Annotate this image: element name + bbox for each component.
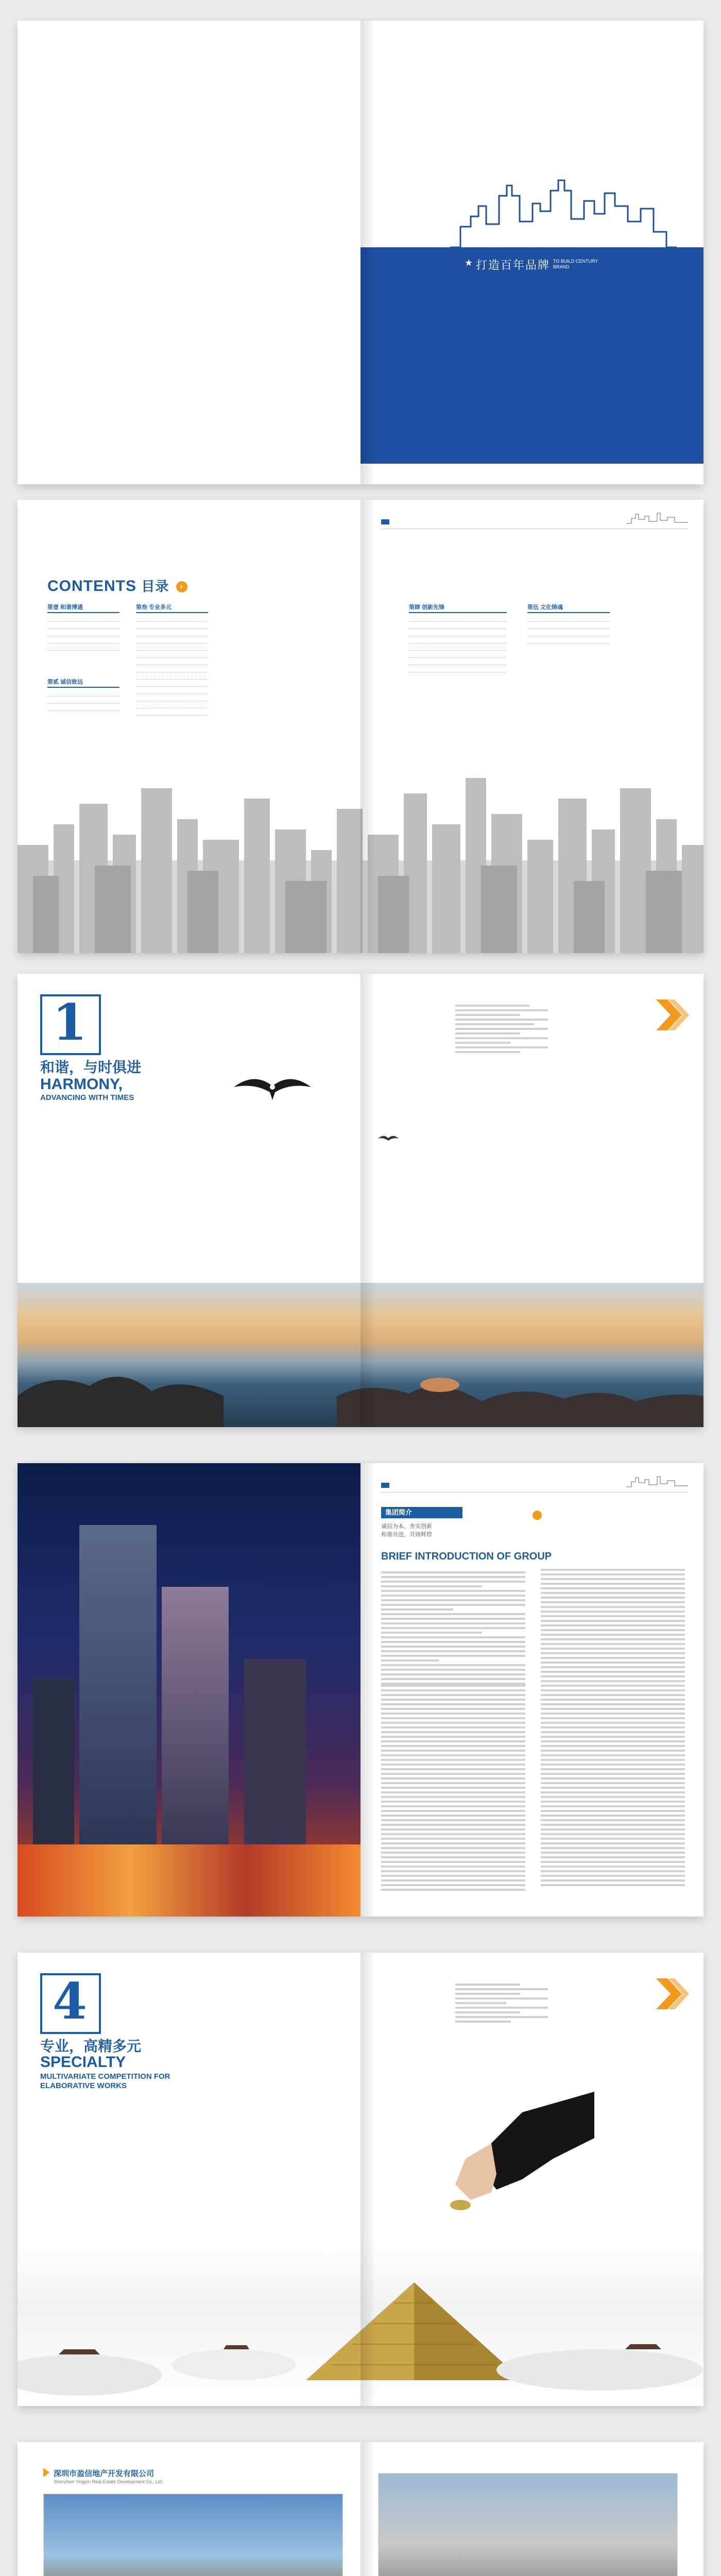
contents-spread (18, 500, 703, 953)
chapter-number: 4 (53, 1972, 87, 2030)
harmony-text-block (455, 1002, 548, 1056)
cover-spread (18, 21, 703, 484)
star-icon: ★ (465, 258, 473, 268)
hand-suit-illustration (419, 2081, 594, 2236)
intro-column-1 (381, 1569, 525, 1692)
chapter-subtitle-en: ELABORATIVE WORKS (40, 2081, 127, 2090)
tower-building (79, 1525, 157, 1844)
chapter-number: 1 (53, 993, 87, 1052)
chapter-number-box (40, 994, 101, 1055)
chapter-title-en: SPECIALTY (40, 2054, 126, 2071)
chapter-title-zh: 专业，高精多元 (40, 2038, 142, 2054)
chapter-subtitle-en: ADVANCING WITH TIMES (40, 1093, 134, 1102)
cover-blue-band (360, 247, 703, 464)
cover-subtitle: TO BUILD CENTURY BRAND (553, 259, 598, 269)
page-header (381, 515, 688, 529)
specialty-spread (18, 1953, 703, 2406)
chapter-title-en: HARMONY, (40, 1076, 123, 1093)
toc-heading: 第伍 文化铸魂 (527, 603, 610, 613)
toc-heading: 第壹 和谐博通 (47, 603, 119, 613)
cover-skyline-illustration (450, 175, 677, 252)
toc-section-1 (47, 603, 119, 652)
group-intro-spread (18, 1463, 703, 1917)
light-trails (18, 1844, 360, 1917)
arrow-chevron-icon (656, 999, 692, 1030)
toc-section-4 (409, 603, 507, 674)
chapter-number-box (40, 1973, 101, 2034)
logo-icon (381, 519, 389, 524)
company-title: 深圳市盈信地产开发有限公司 (54, 2469, 154, 2478)
page-header (381, 1479, 688, 1493)
toc-heading: 第叁 专业多元 (136, 603, 208, 613)
specialty-text-block (455, 1981, 548, 2025)
contents-title (47, 576, 187, 595)
toc-heading: 第贰 诚信致远 (47, 677, 119, 688)
chapter-title-zh: 和谐，与时俱进 (40, 1059, 142, 1075)
contents-title-en: CONTENTS (47, 578, 136, 595)
real-estate-spread (18, 2442, 703, 2576)
group-intro-subtitle: 诚信为本，务实创新 和谐共进，共铸辉煌 (381, 1523, 432, 1538)
company-title-en: Shenzhen Yingxin Real Estate Development Co., Ltd. (54, 2479, 164, 2484)
toc-section-2 (47, 677, 119, 713)
toc-heading: 第肆 创新先锋 (409, 603, 507, 613)
contents-title-zh: 目录 (141, 579, 169, 594)
building-photo (378, 2473, 678, 2576)
chapter-subtitle-en: MULTIVARIATE COMPETITION FOR (40, 2072, 170, 2081)
chevron-right-icon (533, 1511, 542, 1520)
intro-column-2-body (541, 1569, 685, 1888)
chevron-right-icon (43, 2468, 49, 2477)
eagle-icon (234, 1072, 311, 1113)
harmony-spread (18, 974, 703, 1427)
toc-section-5 (527, 603, 610, 645)
toc-section-3 (136, 603, 208, 717)
arrow-chevron-icon (656, 1978, 692, 2009)
group-intro-title-en: BRIEF INTRODUCTION OF GROUP (381, 1551, 552, 1562)
bird-icon (378, 1133, 399, 1144)
tower-building (162, 1587, 229, 1844)
cover-back-page (18, 21, 360, 484)
skyline-mini-icon (626, 512, 688, 527)
cover-title: 打造百年品牌 (476, 259, 551, 272)
skyline-mini-icon (626, 1476, 688, 1490)
group-intro-label: 集团简介 (381, 1507, 462, 1518)
logo-icon (381, 1483, 389, 1488)
intro-column-1-body (381, 1685, 525, 1891)
building-photo (43, 2494, 343, 2576)
chevron-right-icon: › (176, 581, 187, 592)
